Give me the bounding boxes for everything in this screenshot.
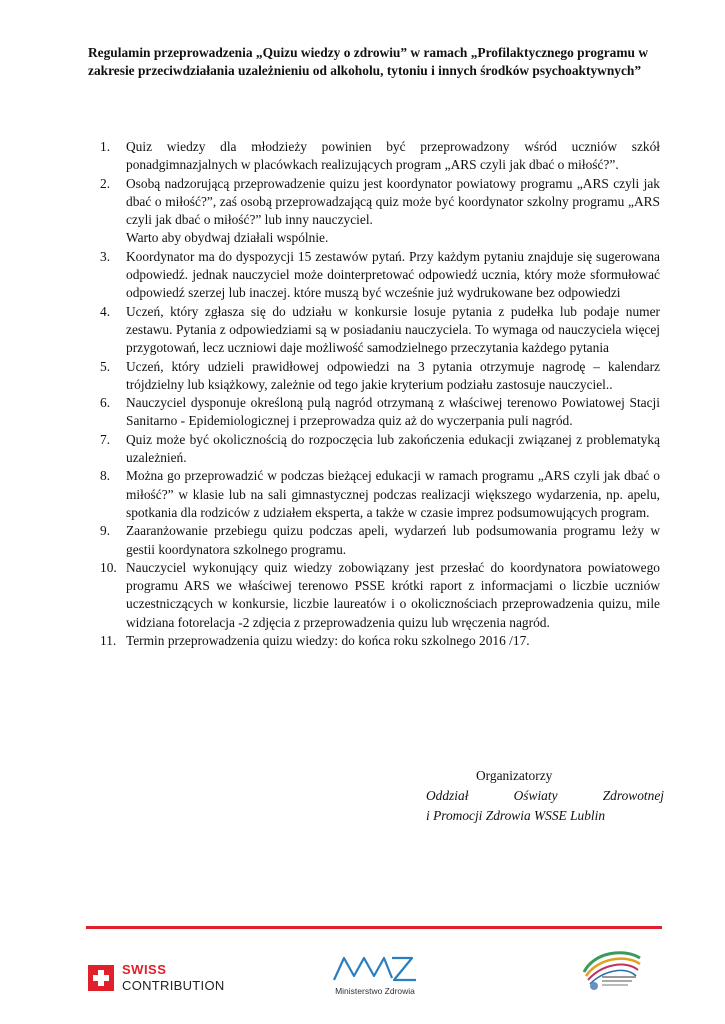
item-text: Zaaranżowanie przebiegu quizu podczas apeli, wydarzeń lub podsumowania programu leży w gestii koordynatora szkolnego programu.	[126, 523, 660, 557]
item-text: Koordynator ma do dyspozycji 15 zestawów pytań. Przy każdym pytaniu znajduje się sugerowana odpowiedź. jednak nauczyciel może dointerpretować odpowiedź ucznia, który może sformułować odpowiedź szerzej lub inaczej. które muszą być wcześnie już wydrukowane bez odpowiedzi	[126, 248, 660, 301]
item-number: 7.	[100, 431, 111, 447]
swiss-flag-icon	[88, 965, 114, 991]
document-title: Regulamin przeprowadzenia „Quizu wiedzy o zdrowiu” w ramach „Profilaktycznego programu w zakresie przeciwdziałania uzależnieniu od alkoholu, tytoniu i innych środków psychoaktywnych”	[88, 45, 648, 78]
item-number: 5.	[100, 358, 111, 374]
item-text: Nauczyciel dysponuje określoną pulą nagród otrzymaną z właściwej terenowo Powiatowej Stacji Sanitarno - Epidemiologicznej i przeprowadza quiz aż do wyczerpania puli nagród.	[126, 395, 660, 429]
organizers-line-1	[426, 786, 664, 806]
item-number: 4.	[100, 303, 111, 319]
item-number: 1.	[100, 139, 111, 154]
item-text: Termin przeprowadzenia quizu wiedzy: do końca roku szkolnego 2016 /17.	[126, 633, 530, 649]
item-text: Uczeń, który udzieli prawidłowej odpowiedzi na 3 pytania otrzymuje nagrodę – kalendarz trójdzielny lub książkowy, zależnie od tego jakie kryterium podziału zastosuje nauczyciel..	[126, 358, 660, 392]
item-number: 10.	[100, 559, 117, 575]
list-item	[100, 303, 660, 358]
rules-list	[100, 138, 660, 650]
organizers-word: Zdrowotnej	[602, 788, 664, 803]
item-number: 3.	[100, 248, 111, 264]
item-number: 9.	[100, 523, 111, 539]
list-item	[100, 431, 660, 468]
list-item	[100, 394, 660, 431]
footer-divider	[86, 926, 662, 929]
swiss-logo-line-1: SWISS	[122, 962, 167, 977]
list-item	[100, 175, 660, 248]
item-text: Nauczyciel wykonujący quiz wiedzy zobowiązany jest przesłać do koordynatora powiatowego programu ARS we właściwej terenowo PSSE krótki raport z informacjami o liczbie uczniów uczestniczących w konkursie, liczbie laureatów i o okolicznościach przeprowadzenia quizu, mile widziana fotorelacja -2 zdjęcia z przeprowadzenia quizu lub wręczenia nagród.	[126, 559, 660, 630]
list-item	[100, 358, 660, 395]
item-number: 2.	[100, 175, 111, 191]
ministry-caption: Ministerstwo Zdrowia	[335, 986, 415, 996]
list-item	[100, 138, 660, 175]
item-number: 8.	[100, 468, 111, 484]
item-extra-text: Warto aby obydwaj działali wspólnie.	[126, 230, 329, 246]
list-item	[100, 522, 660, 559]
organizers-heading: Organizatorzy	[476, 768, 553, 783]
item-text: Uczeń, który zgłasza się do udziału w konkursie losuje pytania z pudełka lub podaje numer zestawu. Pytania z odpowiedziami są w posiadaniu nauczyciela. To wymaga od nauczyciela więcej przygotowań, lecz uczniowi daje możliwość samodzielnego przeczytania każdego pytania	[126, 303, 660, 356]
list-item	[100, 248, 660, 303]
list-item	[100, 632, 660, 650]
organizers-block	[426, 766, 664, 826]
ministry-mark-icon	[332, 952, 418, 984]
item-text: Osobą nadzorującą przeprowadzenie quizu jest koordynator powiatowy programu „ARS czyli jak dbać o miłość?”, zaś osobą przeprowadzającą quiz może być koordynator szkolny programu „ARS czyli jak dbać o miłość?” lub inny nauczyciel.	[126, 175, 660, 228]
item-text: Quiz wiedzy dla młodzieży powinien być przeprowadzony wśród uczniów szkół ponadgimnazjalnych w placówkach realizujących program „ARS czyli jak dbać o miłość?”.	[126, 139, 660, 173]
swiss-contribution-logo	[88, 962, 238, 996]
ministry-of-health-logo	[330, 952, 420, 1000]
organizers-line-2: i Promocji Zdrowia WSSE Lublin	[426, 808, 606, 823]
item-number: 6.	[100, 395, 111, 411]
list-item	[100, 467, 660, 522]
organizers-word: Oświaty	[513, 788, 558, 803]
item-number: 11.	[100, 633, 117, 649]
item-text: Można go przeprowadzić w podczas bieżącej edukacji w ramach programu „ARS czyli jak dbać o miłość?” w klasie lub na sali gimnastycznej podczas realizacji większego wydarzenia, np. apelu, spotkania dla rodziców z udziałem eksperta, a także w czasie imprez podsumowujących program.	[126, 468, 660, 520]
program-logo	[580, 946, 644, 996]
organizers-word: Oddział	[426, 788, 469, 803]
item-text: Quiz może być okolicznością do rozpoczęcia lub zakończenia edukacji związanej z problematyką uzależnień.	[126, 431, 660, 466]
program-swoosh-icon	[580, 946, 644, 996]
swiss-logo-line-2: CONTRIBUTION	[122, 978, 225, 993]
list-item	[100, 559, 660, 632]
